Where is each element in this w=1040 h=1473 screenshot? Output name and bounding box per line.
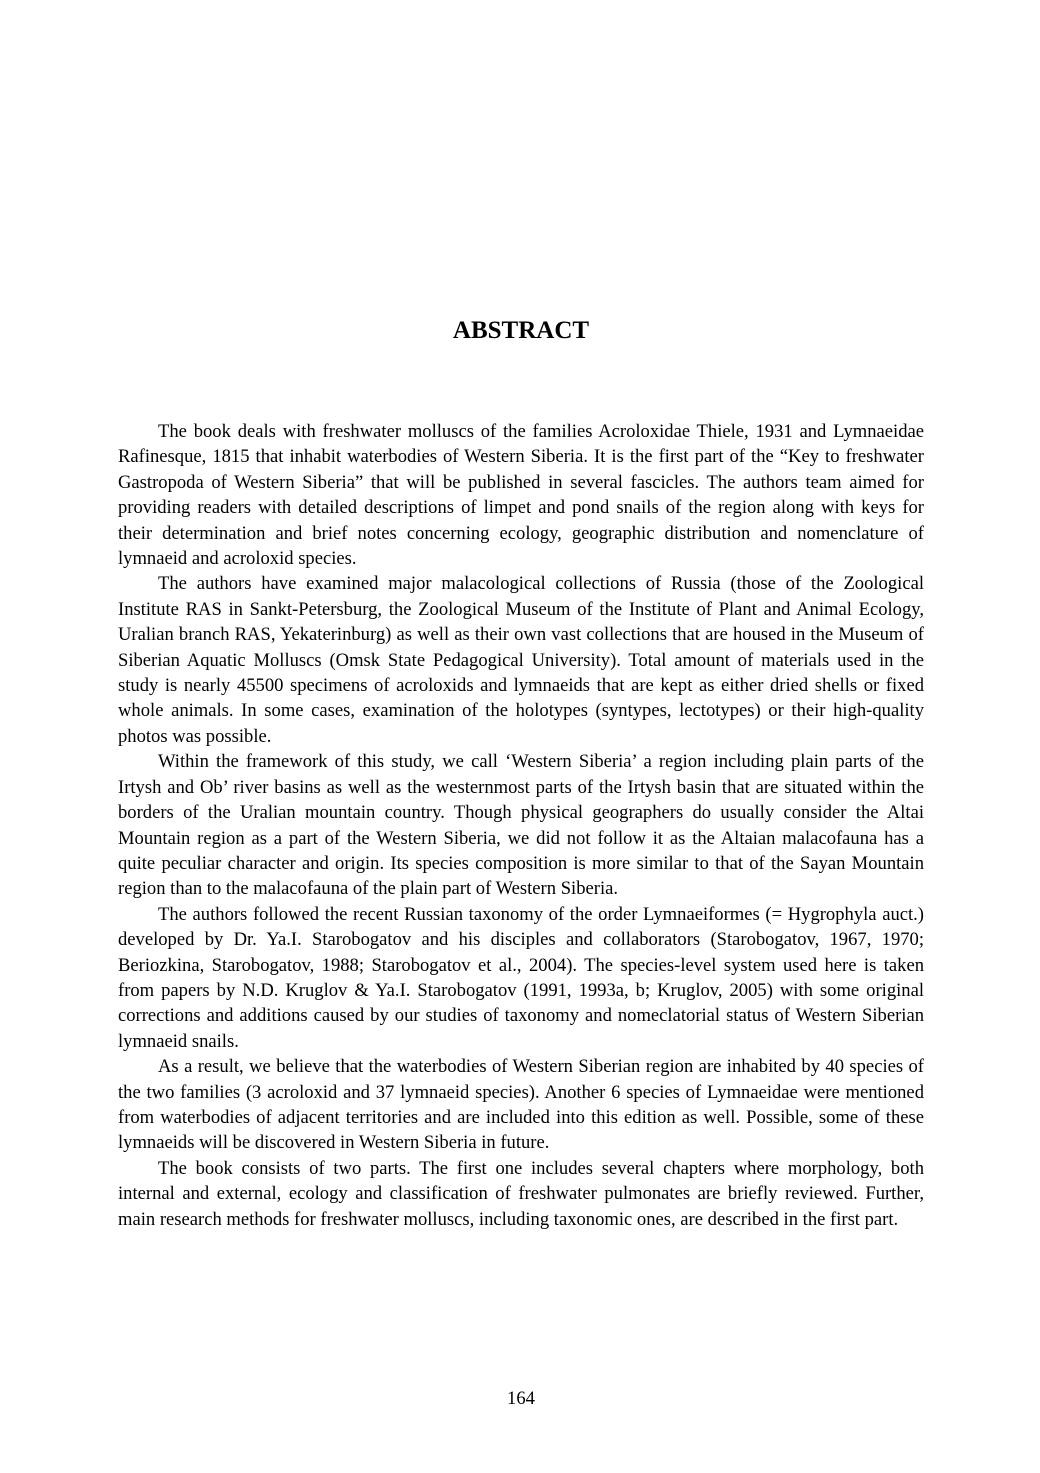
paragraph-6: The book consists of two parts. The first one includes several chapters where morphology, both internal and external, ecology and classification of freshwater pulmonates are briefly reviewed. Further, main research methods for freshwater molluscs, including taxonomic ones, are described in the first part. bbox=[118, 1157, 924, 1230]
page-title: ABSTRACT bbox=[452, 317, 590, 344]
paragraph-4: The authors followed the recent Russian taxonomy of the order Lymnaeiformes (= Hygrophyla auct.) developed by Dr. Ya.I. Starobogatov and his disciples and collaborators (Starobogatov, 1967, 1970; Beriozkina, Starobogatov, 1988; Starobogatov et al., 2004). The species-level system used here is taken from papers by N.D. Kruglov & Ya.I. Starobogatov (1991, 1993a, b; Kruglov, 2005) with some original corrections and additions caused by our studies of taxonomy and nomeclatorial status of Western Siberian lymnaeid snails. bbox=[118, 903, 924, 1052]
paragraph-3: Within the framework of this study, we call ‘Western Siberia’ a region including plain parts of the Irtysh and Ob’ river basins as well as the westernmost parts of the Irtysh basin that are situated within the borders of the Uralian mountain country. Though physical geographers do usually consider the Altai Mountain region as a part of the Western Siberia, we did not follow it as the Altaian malacofauna has a quite peculiar character and origin. Its species composition is more similar to that of the Sayan Mountain region than to the malacofauna of the plain part of Western Siberia. bbox=[118, 751, 924, 900]
abstract-body bbox=[118, 419, 924, 1232]
document-page bbox=[118, 0, 924, 1473]
paragraph-1: The book deals with freshwater molluscs of the families Acroloxidae Thiele, 1931 and Lymnaeidae Rafinesque, 1815 that inhabit waterbodies of Western Siberia. It is the first part of the “Key to freshwater Gastropoda of Western Siberia” that will be published in several fascicles. The authors team aimed for providing readers with detailed descriptions of limpet and pond snails of the region along with keys for their determination and brief notes concerning ecology, geographic distribution and nomenclature of lymnaeid and acroloxid species. bbox=[118, 421, 924, 570]
paragraph-2: The authors have examined major malacological collections of Russia (those of the Zoological Institute RAS in Sankt-Petersburg, the Zoological Museum of the Institute of Plant and Animal Ecology, Uralian branch RAS, Yekaterinburg) as well as their own vast collections that are housed in the Museum of Siberian Aquatic Molluscs (Omsk State Pedagogical University). Total amount of materials used in the study is nearly 45500 specimens of acroloxids and lymnaeids that are kept as either dried shells or fixed whole animals. In some cases, examination of the holotypes (syntypes, lectotypes) or their high-quality photos was possible. bbox=[118, 573, 924, 747]
paragraph-5: As a result, we believe that the waterbodies of Western Siberian region are inhabited by 40 species of the two families (3 acroloxid and 37 lymnaeid species). Another 6 species of Lymnaeidae were mentioned from waterbodies of adjacent territories and are included into this edition as well. Possible, some of these lymnaeids will be discovered in Western Siberia in future. bbox=[118, 1056, 924, 1154]
page-number: 164 bbox=[507, 1388, 535, 1409]
